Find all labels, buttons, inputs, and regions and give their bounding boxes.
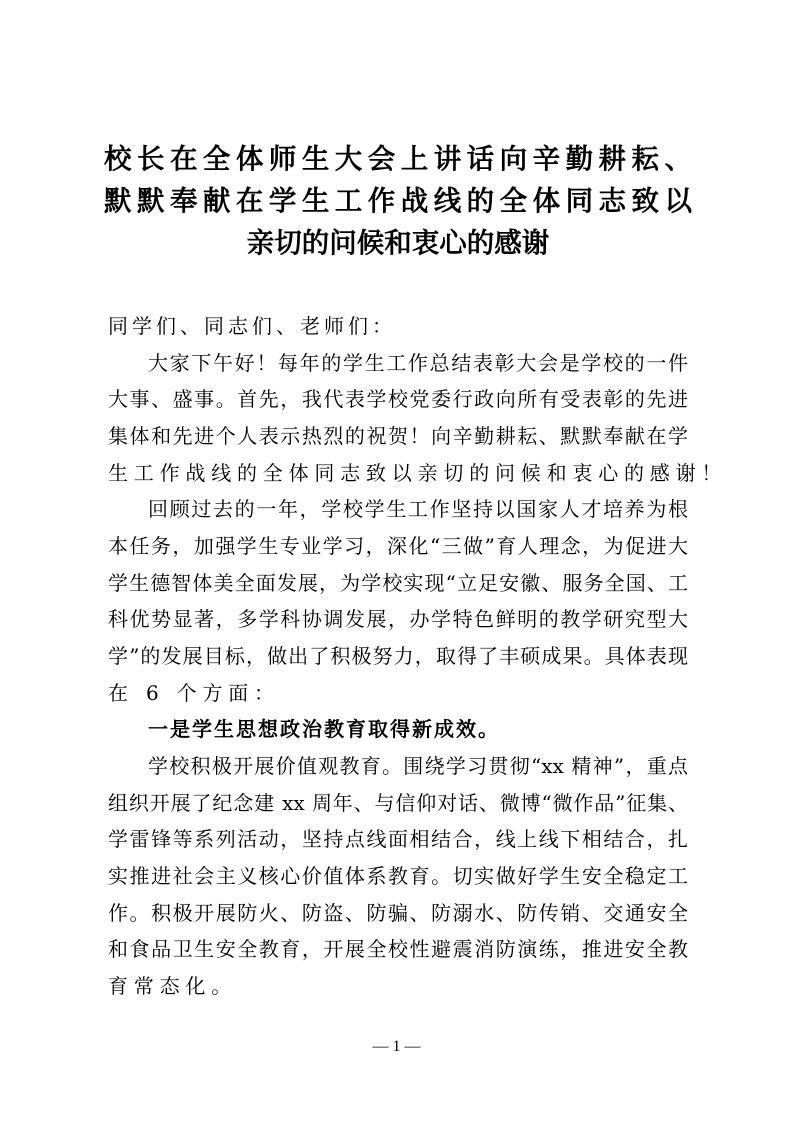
- paragraph-review: [108, 491, 688, 711]
- page-number: — 1 —: [372, 1038, 421, 1055]
- text-line: 生工作战线的全体同志致以亲切的问候和衷心的感谢！: [108, 460, 728, 485]
- title-line: 亲切的问候和衷心的感谢: [246, 227, 550, 259]
- text-line: 实推进社会主义核心价值体系教育。切实做好学生安全稳定工: [108, 863, 688, 888]
- heading-line: 一是学生思想政治教育取得新成效。: [148, 717, 500, 742]
- title-line: 校长在全体师生大会上讲话向辛勤耕耘、: [104, 143, 692, 175]
- document-title: [104, 138, 692, 264]
- text-line: 大事、盛事。首先，我代表学校党委行政向所有受表彰的先进: [108, 387, 688, 412]
- text-line: 本任务，加强学生专业学习，深化“三做”育人理念，为促进大: [108, 533, 688, 558]
- document-body: [108, 308, 728, 1004]
- text-line: 科优势显著，多学科协调发展，办学特色鲜明的教学研究型大: [108, 607, 688, 632]
- text-line: 在 6 个方面：: [108, 680, 280, 705]
- text-line: 作。积极开展防火、防盗、防骗、防溺水、防传销、交通安全: [108, 900, 688, 925]
- text-line: 学”的发展目标，做出了积极努力，取得了丰硕成果。具体表现: [108, 643, 688, 668]
- text-line: 学雷锋等系列活动，坚持点线面相结合，线上线下相结合，扎: [108, 827, 688, 852]
- text-line: 和食品卫生安全教育，开展全校性避震消防演练，推进安全教: [108, 937, 688, 962]
- text-line: 学校积极开展价值观教育。围绕学习贯彻“xx 精神”，重点: [148, 753, 688, 778]
- paragraph-greeting: [108, 345, 728, 492]
- section-heading: [108, 711, 688, 748]
- title-line: 默默奉献在学生工作战线的全体同志致以: [104, 185, 692, 217]
- text-line: 育常态化。: [108, 973, 237, 998]
- text-line: 集体和先进个人表示热烈的祝贺！向辛勤耕耘、默默奉献在学: [108, 423, 688, 448]
- text-line: 回顾过去的一年，学校学生工作坚持以国家人才培养为根: [148, 497, 688, 522]
- paragraph-values-education: [108, 748, 688, 1005]
- salutation: 同学们、同志们、老师们：: [108, 314, 396, 338]
- text-line: 学生德智体美全面发展，为学校实现“立足安徽、服务全国、工: [108, 570, 688, 595]
- text-line: 组织开展了纪念建 xx 周年、与信仰对话、微博“微作品”征集、: [108, 790, 688, 815]
- text-line: 大家下午好！每年的学生工作总结表彰大会是学校的一件: [148, 350, 688, 375]
